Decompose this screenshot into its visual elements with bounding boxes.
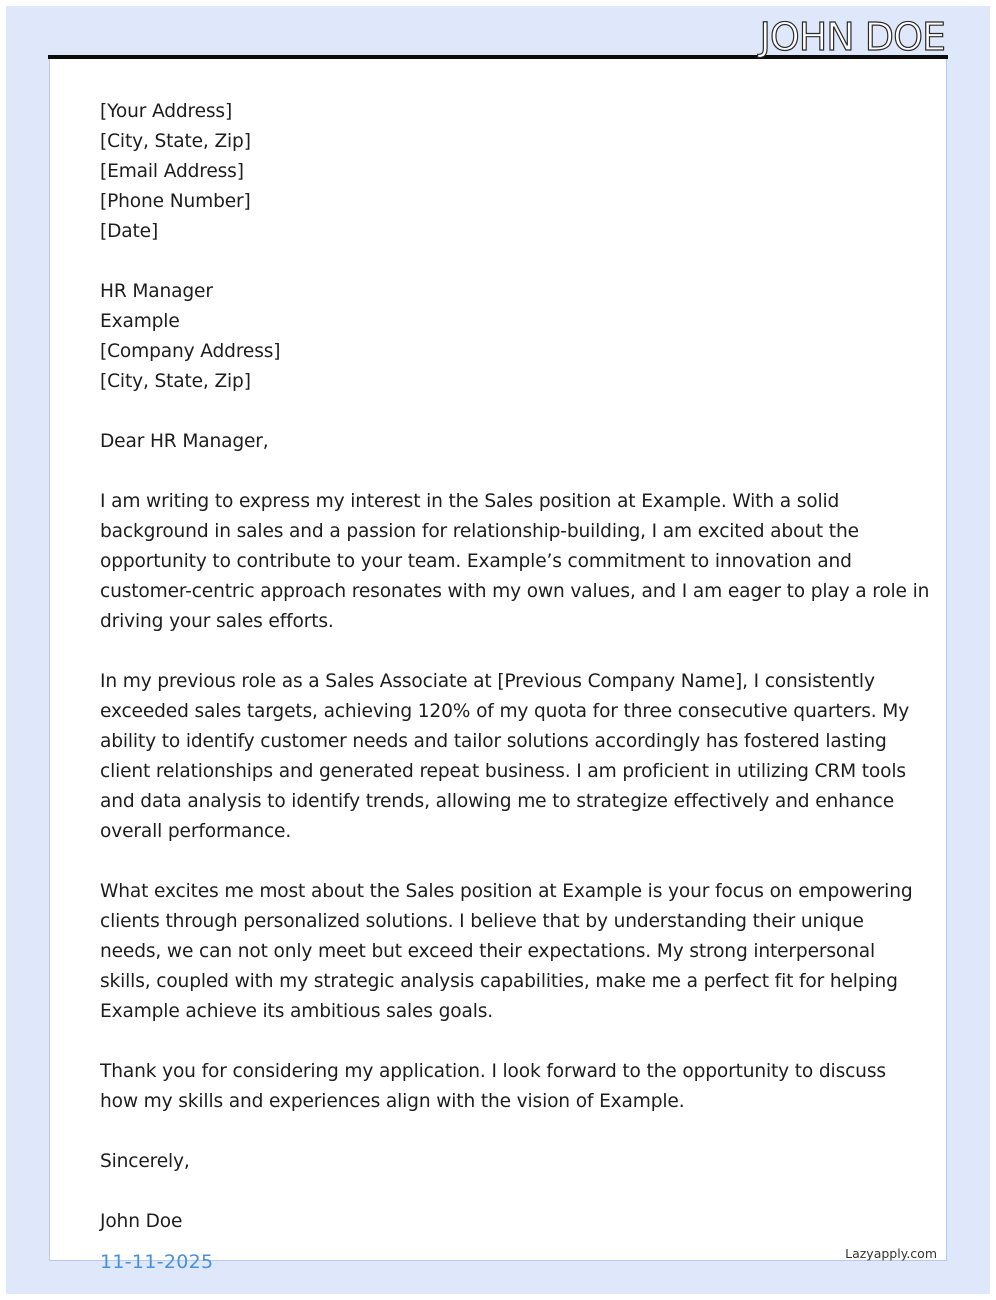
paragraph-line: Thank you for considering my application. I look forward to the opportunity to discuss	[100, 1061, 886, 1082]
body-paragraph-3	[100, 877, 913, 1027]
salutation: Dear HR Manager,	[100, 431, 269, 452]
sender-city-state-zip: [City, State, Zip]	[100, 131, 251, 152]
paragraph-line: exceeded sales targets, achieving 120% of my quota for three consecutive quarters. My	[100, 701, 910, 722]
signature: John Doe	[100, 1211, 183, 1232]
paragraph-line: What excites me most about the Sales position at Example is your focus on empowering	[100, 881, 913, 902]
recipient-city-state-zip: [City, State, Zip]	[100, 371, 251, 392]
watermark-text: Lazyapply.com	[845, 1246, 937, 1261]
paragraph-line: In my previous role as a Sales Associate at [Previous Company Name], I consistently	[100, 671, 875, 692]
paragraph-line: ability to identify customer needs and tailor solutions accordingly has fostered lasting	[100, 731, 887, 752]
paragraph-line: Example achieve its ambitious sales goals.	[100, 1001, 494, 1022]
paragraph-line: customer-centric approach resonates with my own values, and I am eager to play a role in	[100, 581, 930, 602]
closing: Sincerely,	[100, 1151, 190, 1172]
sender-email: [Email Address]	[100, 161, 244, 182]
sender-address: [Your Address]	[100, 101, 233, 122]
paragraph-line: overall performance.	[100, 821, 292, 842]
recipient-company: Example	[100, 311, 180, 332]
applicant-name-heading: JOHN DOE	[759, 15, 945, 59]
paragraph-line: opportunity to contribute to your team. Example’s commitment to innovation and	[100, 551, 852, 572]
recipient-title: HR Manager	[100, 281, 213, 302]
sender-phone: [Phone Number]	[100, 191, 251, 212]
paragraph-line: how my skills and experiences align with the vision of Example.	[100, 1091, 685, 1112]
paragraph-line: driving your sales efforts.	[100, 611, 334, 632]
paragraph-line: and data analysis to identify trends, allowing me to strategize effectively and enhance	[100, 791, 894, 812]
body-paragraph-1	[100, 487, 930, 637]
footer-date: 11-11-2025	[100, 1251, 214, 1273]
paragraph-line: clients through personalized solutions. I believe that by understanding their unique	[100, 911, 864, 932]
body-paragraph-2	[100, 667, 910, 847]
paragraph-line: background in sales and a passion for relationship-building, I am excited about the	[100, 521, 859, 542]
sender-date: [Date]	[100, 221, 159, 242]
sender-block	[100, 97, 900, 247]
recipient-block	[100, 277, 900, 397]
paragraph-line: needs, we can not only meet but exceed their expectations. My strong interpersonal	[100, 941, 876, 962]
cover-letter-body	[100, 97, 930, 1237]
body-paragraph-4	[100, 1057, 900, 1117]
recipient-address: [Company Address]	[100, 341, 281, 362]
paragraph-line: I am writing to express my interest in the Sales position at Example. With a solid	[100, 491, 840, 512]
paragraph-line: skills, coupled with my strategic analysis capabilities, make me a perfect fit for helping	[100, 971, 898, 992]
paragraph-line: client relationships and generated repeat business. I am proficient in utilizing CRM tools	[100, 761, 906, 782]
